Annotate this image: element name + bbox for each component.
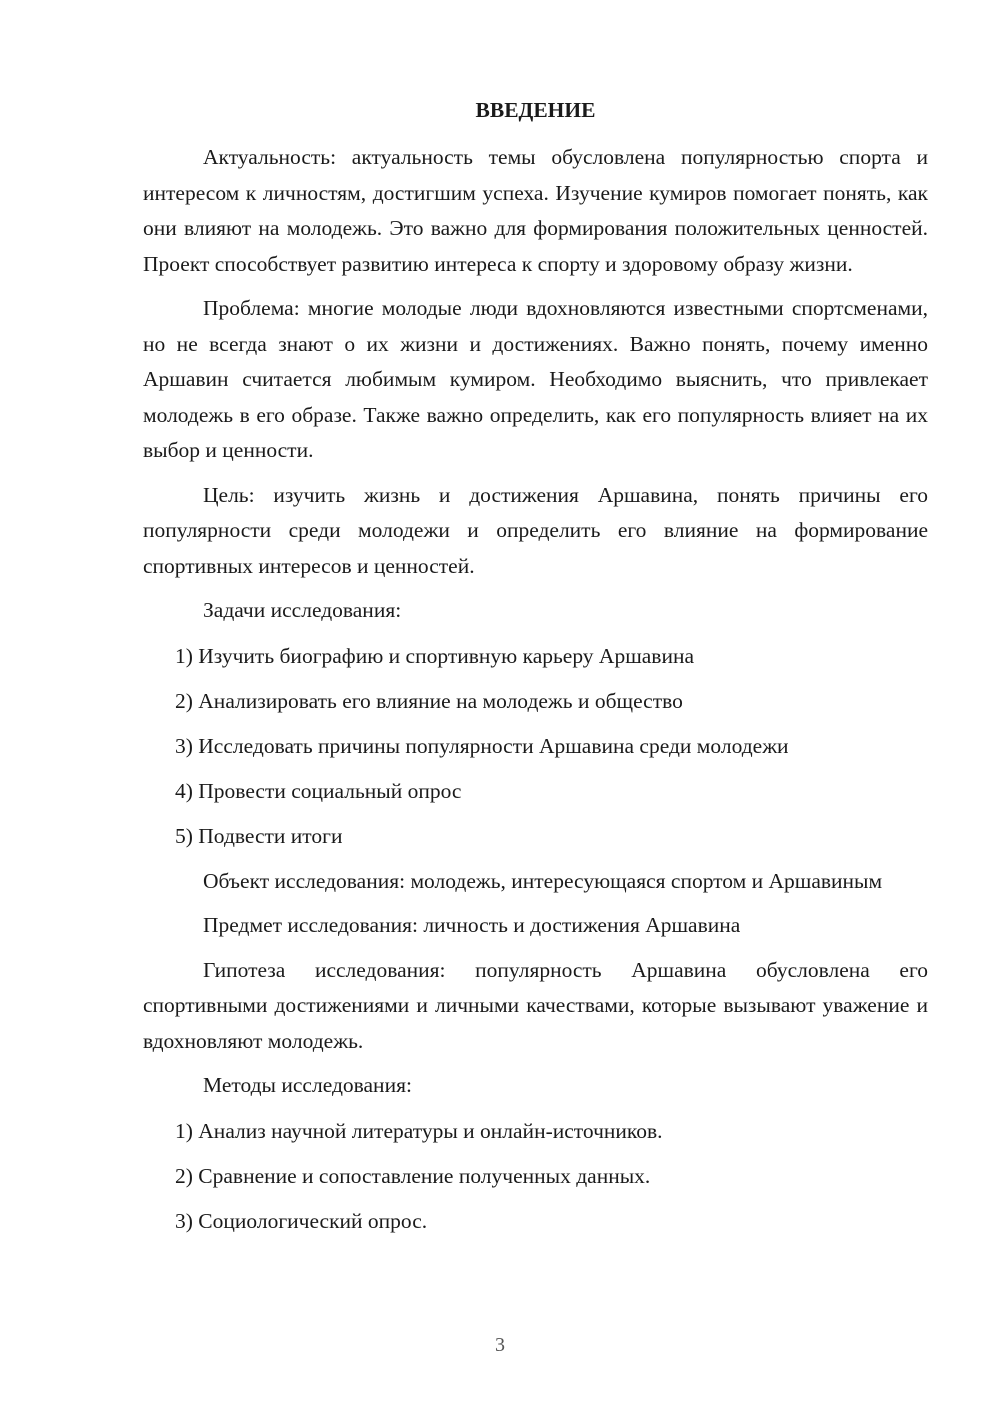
page-number: 3 — [495, 1334, 505, 1356]
object-paragraph: Объект исследования: молодежь, интересующаяся спортом и Аршавиным — [203, 868, 883, 893]
method-item-1: 1) Анализ научной литературы и онлайн-источников. — [175, 1118, 663, 1143]
tasks-heading: Задачи исследования: — [203, 598, 402, 622]
method-item-3: 3) Социологический опрос. — [175, 1208, 428, 1233]
task-item-3: 3) Исследовать причины популярности Аршавина среди молодежи — [175, 733, 789, 758]
methods-list — [143, 1114, 928, 1239]
task-item-1: 1) Изучить биографию и спортивную карьеру Аршавина — [175, 643, 695, 668]
methods-heading: Методы исследования: — [203, 1073, 412, 1097]
task-item-4: 4) Провести социальный опрос — [175, 778, 462, 803]
document-page — [143, 92, 928, 1249]
hypothesis-paragraph: Гипотеза исследования: популярность Аршавина обусловлена его спортивными достижениями и личными качествами, которые вызывают уважение и вдохновляют молодежь. — [143, 957, 928, 1053]
task-item-5: 5) Подвести итоги — [175, 823, 343, 848]
relevance-paragraph: Актуальность: актуальность темы обусловлена популярностью спорта и интересом к личностям, достигшим успеха. Изучение кумиров помогает понять, как они влияют на молодежь. Это важно для формирования положительных ценностей. Проект способствует развитию интереса к спорту и здоровому образу жизни. — [143, 145, 928, 276]
page-title: ВВЕДЕНИЕ — [475, 98, 596, 122]
tasks-list — [143, 639, 928, 854]
problem-paragraph: Проблема: многие молодые люди вдохновляются известными спортсменами, но не всегда знают о их жизни и достижениях. Важно понять, почему именно Аршавин считается любимым кумиром. Необходимо выяснить, что привлекает молодежь в его образе. Также важно определить, как его популярность влияет на их выбор и ценности. — [143, 296, 928, 462]
subject-paragraph: Предмет исследования: личность и достижения Аршавина — [203, 913, 741, 937]
method-item-2: 2) Сравнение и сопоставление полученных данных. — [175, 1163, 651, 1188]
task-item-2: 2) Анализировать его влияние на молодежь и общество — [175, 688, 683, 713]
goal-paragraph: Цель: изучить жизнь и достижения Аршавина, понять причины его популярности среди молодежи и определить его влияние на формирование спортивных интересов и ценностей. — [143, 482, 928, 578]
